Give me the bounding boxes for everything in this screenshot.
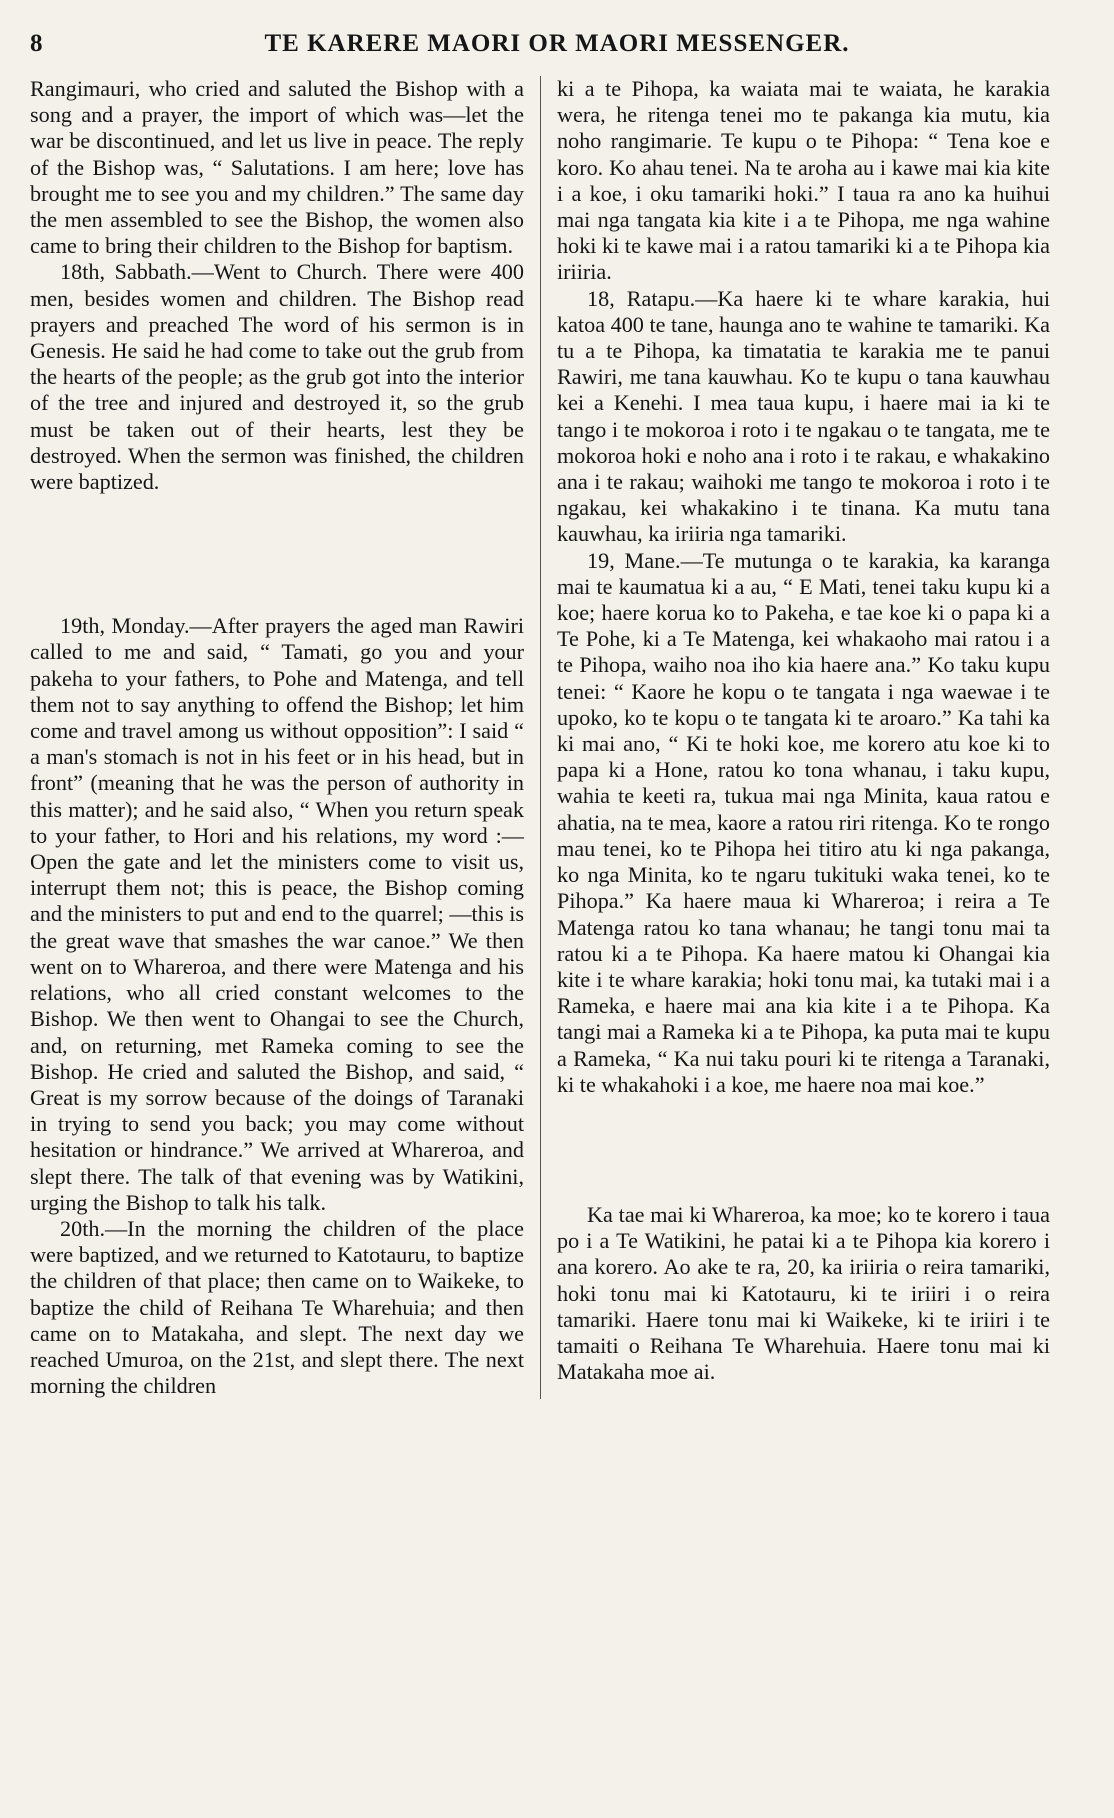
- column-spacer: [30, 495, 524, 613]
- page-header: [30, 26, 1084, 70]
- english-column: [30, 76, 540, 1399]
- maori-paragraph: 18, Ratapu.—Ka haere ki te whare karakia, hui katoa 400 te tane, haunga ano te wahine te tamariki. Ka tu a te Pihopa, ka timatatia te karakia me te panui Rawiri, me tana kauwhau. Ko te kupu o tana kauwhau kei a Kenehi. I mea taua kupu, i haere mai ia ki te tango i te mokoroa i roto i te ngakau o te tangata, me te mokoroa hoki e noho ana i roto i te rakau, e whakakino ana i te rakau; waihoki me tango te mokoroa i roto i te ngakau, kei whakakino i te tinana. Ka mutu tana kauwhau, ka iriiria nga tamariki.: [557, 285, 1050, 547]
- english-paragraph: Rangimauri, who cried and saluted the Bishop with a song and a prayer, the import of which was—let the war be discontinued, and let us live in peace. The reply of the Bishop was, “ Salutations. I am here; love has brought me to see you and my children.” The same day the men assembled to see the Bishop, the women also came to bring their children to the Bishop for baptism.: [30, 76, 524, 259]
- maori-column: [540, 76, 1050, 1399]
- running-title: TE KARERE MAORI OR MAORI MESSENGER.: [264, 30, 850, 57]
- english-paragraph: 20th.—In the morning the children of the place were baptized, and we returned to Katotauru, to baptize the children of that place; then came on to Waikeke, to baptize the child of Reihana Te Wharehuia; and then came on to Matakaha, and slept. The next day we reached Umuroa, on the 21st, and slept there. The next morning the children: [30, 1215, 524, 1399]
- english-paragraph: 18th, Sabbath.—Went to Church. There were 400 men, besides women and children. The Bishop read prayers and preached The word of his sermon is in Genesis. He said he had come to take out the grub from the hearts of the people; as the grub got into the interior of the tree and injured and destroyed it, so the grub must be taken out of their hearts, lest they be destroyed. When the sermon was finished, the children were baptized.: [30, 259, 524, 495]
- maori-paragraph: ki a te Pihopa, ka waiata mai te waiata, he karakia wera, he ritenga tenei mo te pakanga kia mutu, kia noho rangimarie. Te kupu o te Pihopa: “ Tena koe e koro. Ko ahau tenei. Na te aroha au i kawe mai kia kite i a koe, i oku tamariki hoki.” I taua ra ano ka huihui mai nga tangata kia kite i a te Pihopa, me nga wahine hoki ki te kawe mai i a ratou tamariki ki a te Pihopa kia iriiria.: [557, 76, 1050, 285]
- english-paragraph: 19th, Monday.—After prayers the aged man Rawiri called to me and said, “ Tamati, go you and your pakeha to your fathers, to Pohe and Matenga, and tell them not to say anything to offend the Bishop; let him come and travel among us without opposition”: I said “ a man's stomach is not in his feet or in his head, but in front” (meaning that he was the person of authority in this matter); and he said also, “ When you return speak to your father, to Hori and his relations, my word :— Open the gate and let the ministers come to visit us, interrupt them not; this is peace, the Bishop coming and the ministers to put and end to the quarrel; —this is the great wave that smashes the war canoe.” We then went on to Whareroa, and there were Matenga and his relations, who all cried constant welcomes to the Bishop. We then went to Ohangai to see the Church, and, on returning, met Rameka coming to see the Bishop. He cried and saluted the Bishop, and said, “ Great is my sorrow because of the doings of Taranaki in trying to send you back; you may come without hesitation or hindrance.” We arrived at Whareroa, and slept there. The talk of that evening was by Watikini, urging the Bishop to talk his talk.: [30, 613, 524, 1215]
- column-spacer: [557, 1098, 1050, 1202]
- maori-paragraph: 19, Mane.—Te mutunga o te karakia, ka karanga mai te kaumatua ki a au, “ E Mati, tenei taku kupu ki a koe; haere korua ko to Pakeha, e tae koe ki o papa ki a Te Pohe, ki a Te Matenga, kei whakaoho mai ratou i a te Pihopa, waiho noa iho kia haere ana.” Ko taku kupu tenei: “ Kaore he kopu o te tangata i nga waewae i te upoko, ko te kopu o te tangata ki te aroaro.” Ka tahi ka ki mai ano, “ Ki te hoki koe, me korero atu koe ki to papa ki a Hone, ratou ko tona whanau, i taku kupu, wahia te keeti ra, tukua mai nga Minita, kaua ratou e ahatia, na te mea, kaore a ratou riri ritenga. Ko te rongo mau tenei, ko te Pihopa hei titiro atu ki nga pakanga, ko nga Minita, ko te ngaru tukituki waka tenei, ko te Pihopa.” Ka haere maua ki Whareroa; i reira a Te Matenga ratou ko tana whanau; he tangi tonu mai ta ratou ki a te Pihopa. Ka haere matou ki Ohangai kia kite i te whare karakia; hoki tonu mai, ka tutaki mai i a Rameka, e haere mai ana kia kite i a te Pihopa. Ka tangi mai a Rameka ki a te Pihopa, ka puta mai te kupu a Rameka, “ Ka nui taku pouri ki te ritenga a Taranaki, ki te whakahoki i a koe, me haere noa mai koe.”: [557, 547, 1050, 1097]
- maori-paragraph: Ka tae mai ki Whareroa, ka moe; ko te korero i taua po i a Te Watikini, he patai ki a te Pihopa kia korero i ana korero. Ao ake te ra, 20, ka iriiria o reira tamariki, hoki tonu mai ki Katotauru, ki te iriiri i o reira tamariki. Haere tonu mai ki Waikeke, ki te iriiri i te tamaiti o Reihana Te Wharehuia. Haere tonu mai ki Matakaha moe ai.: [557, 1201, 1050, 1385]
- page-number: 8: [30, 30, 43, 57]
- two-column-body: [30, 76, 1084, 1399]
